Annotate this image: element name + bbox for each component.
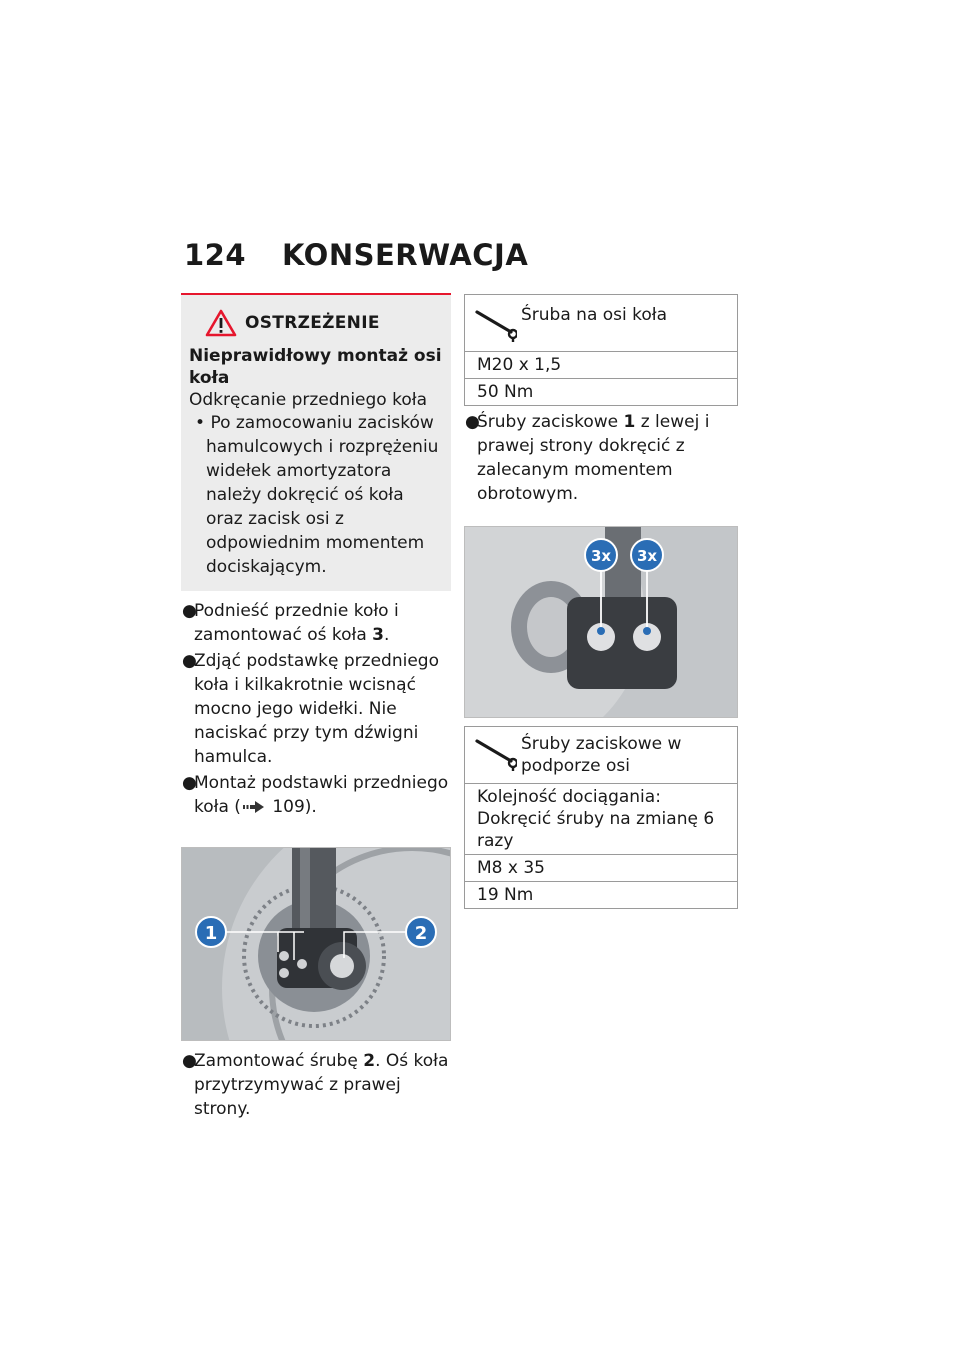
callout-1: 1 (204, 923, 218, 944)
list-item: ●Zdjąć podstawkę przedniego koła i kilkakrotnie wcisnąć mocno jego widełki. Nie naciskać przy tym dźwigni hamulca. (182, 651, 439, 767)
right-column (464, 294, 738, 909)
list-item: ●Montaż podstawki przedniego koła ( 109). (182, 773, 449, 817)
torque-wrench-icon (473, 306, 517, 342)
page-reference-arrow-icon (243, 801, 265, 813)
spec-row: Kolejność dociągania: Dokręcić śruby na zmianę 6 razy (465, 784, 738, 855)
list-item: ●Śruby zaciskowe 1 z lewej i prawej strony dokręcić z zalecanym momentem obrotowym. (465, 412, 710, 504)
list-item: ●Podnieść przednie koło i zamontować oś koła 3. (182, 601, 399, 645)
spec-table-axle-bolt (464, 294, 738, 406)
spec-row: M8 x 35 (465, 855, 738, 882)
callout-3x-left: 3x (590, 547, 612, 565)
clamp-bolts-photo (464, 526, 738, 718)
torque-wrench-icon (473, 735, 517, 771)
warning-box (181, 293, 451, 591)
warning-title: OSTRZEŻENIE (245, 313, 380, 333)
wheel-axle-photo (181, 847, 451, 1041)
callout-2: 2 (414, 923, 428, 944)
spec-header: Śruby zaciskowe w podporze osi (521, 734, 682, 776)
left-column (181, 293, 451, 1123)
callout-3x-right: 3x (636, 547, 658, 565)
spec-row: 19 Nm (465, 882, 738, 909)
page-number: 124 (184, 238, 247, 272)
warning-subtitle: Nieprawidłowy montaż osi koła (189, 346, 442, 388)
warning-header (205, 309, 443, 337)
spec-row: 50 Nm (465, 379, 738, 406)
steps-list-c (464, 410, 738, 506)
steps-list-a (181, 599, 451, 819)
spec-header: Śruba na osi koła (521, 305, 668, 325)
spec-row: M20 x 1,5 (465, 352, 738, 379)
steps-list-b (181, 1049, 451, 1121)
warning-text: Odkręcanie przedniego koła (189, 390, 427, 410)
warning-bullet: • Po zamocowaniu zacisków hamulcowych i rozprężeniu widełek amortyzatora należy dokręcić oś koła oraz zacisk osi z odpowiednim momentem dociskającym. (195, 413, 439, 577)
spec-table-clamp-bolts (464, 726, 738, 909)
list-item: ●Zamontować śrubę 2. Oś koła przytrzymywać z prawej strony. (182, 1051, 449, 1119)
warning-triangle-icon (205, 309, 237, 337)
chapter-title: KONSERWACJA (282, 238, 529, 272)
